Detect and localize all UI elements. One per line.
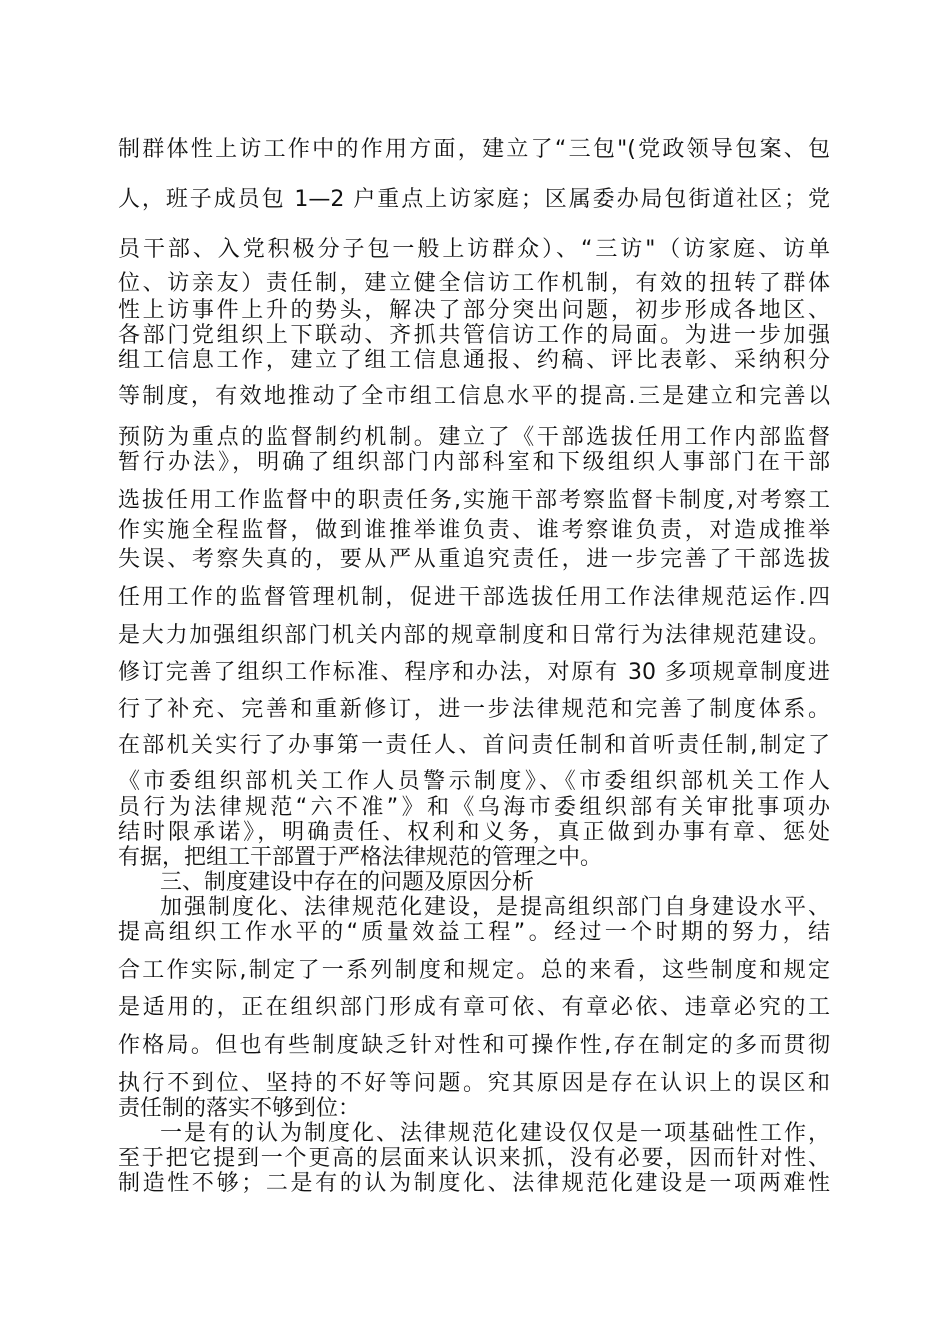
text-line: 员干部、入党积极分子包一般上访群众）、“三访"（访家庭、访单 xyxy=(118,237,830,262)
text-line: 是大力加强组织部门机关内部的规章制度和日常行为法律规范建设。 xyxy=(118,623,830,648)
text-line: 修订完善了组织工作标准、程序和办法，对原有 30 多项规章制度进 xyxy=(118,660,830,685)
text-line: 人，班子成员包 1—2 户重点上访家庭；区属委办局包街道社区；党 xyxy=(118,187,830,212)
text-line: 作实施全程监督，做到谁推举谁负责、谁考察谁负责，对造成推举 xyxy=(118,518,830,543)
text-line: 《市委组织部机关工作人员警示制度》、《市委组织部机关工作人 xyxy=(118,769,830,794)
text-line: 在部机关实行了办事第一责任人、首问责任制和首听责任制,制定了 xyxy=(118,733,830,758)
text-line: 预防为重点的监督制约机制。建立了《干部选拔任用工作内部监督 xyxy=(118,425,830,450)
text-line: 提高组织工作水平的“质量效益工程”。经过一个时期的努力，结 xyxy=(118,920,830,945)
text-line: 失误、考察失真的，要从严从重追究责任，进一步完善了干部选拔 xyxy=(118,547,830,572)
text-line: 制造性不够；二是有的认为制度化、法律规范化建设是一项两难性 xyxy=(118,1171,830,1196)
text-line: 任用工作的监督管理机制，促进干部选拔任用工作法律规范运作.四 xyxy=(118,585,830,610)
text-line: 性上访事件上升的势头，解决了部分突出问题，初步形成各地区、 xyxy=(118,298,830,323)
text-line: 组工信息工作，建立了组工信息通报、约稿、评比表彰、采纳积分 xyxy=(118,348,830,373)
text-line: 有据，把组工干部置于严格法律规范的管理之中。 xyxy=(118,845,603,870)
text-line: 选拔任用工作监督中的职责任务,实施干部考察监督卡制度,对考察工 xyxy=(118,488,830,513)
text-line: 等制度，有效地推动了全市组工信息水平的提高.三是建立和完善以 xyxy=(118,384,830,409)
text-line: 行了补充、完善和重新修订，进一步法律规范和完善了制度体系。 xyxy=(118,697,830,722)
text-line: 暂行办法》，明确了组织部门内部科室和下级组织人事部门在干部 xyxy=(118,450,830,475)
text-line: 责任制的落实不够到位： xyxy=(118,1096,361,1121)
text-line: 是适用的，正在组织部门形成有章可依、有章必依、违章必究的工 xyxy=(118,995,830,1020)
text-line: 一是有的认为制度化、法律规范化建设仅仅是一项基础性工作， xyxy=(160,1121,830,1146)
text-line: 执行不到位、坚持的不好等问题。究其原因是存在认识上的误区和 xyxy=(118,1071,830,1096)
section-heading: 三、制度建设中存在的问题及原因分析 xyxy=(160,870,535,895)
text-line: 各部门党组织上下联动、齐抓共管信访工作的局面。为进一步加强 xyxy=(118,323,830,348)
text-line: 作格局。但也有些制度缺乏针对性和可操作性,存在制定的多而贯彻 xyxy=(118,1033,830,1058)
text-line: 加强制度化、法律规范化建设，是提高组织部门自身建设水平、 xyxy=(160,895,830,920)
text-line: 合工作实际,制定了一系列制度和规定。总的来看，这些制度和规定 xyxy=(118,958,830,983)
text-line: 制群体性上访工作中的作用方面，建立了“三包"(党政领导包案、包 xyxy=(118,137,830,162)
text-line: 员行为法律规范“六不准”》和《乌海市委组织部有关审批事项办 xyxy=(118,795,830,820)
text-line: 位、访亲友）责任制，建立健全信访工作机制，有效的扭转了群体 xyxy=(118,271,830,296)
text-line: 结时限承诺》，明确责任、权利和义务，真正做到办事有章、惩处 xyxy=(118,820,830,845)
text-line: 至于把它提到一个更高的层面来认识来抓，没有必要，因而针对性、 xyxy=(118,1146,830,1171)
